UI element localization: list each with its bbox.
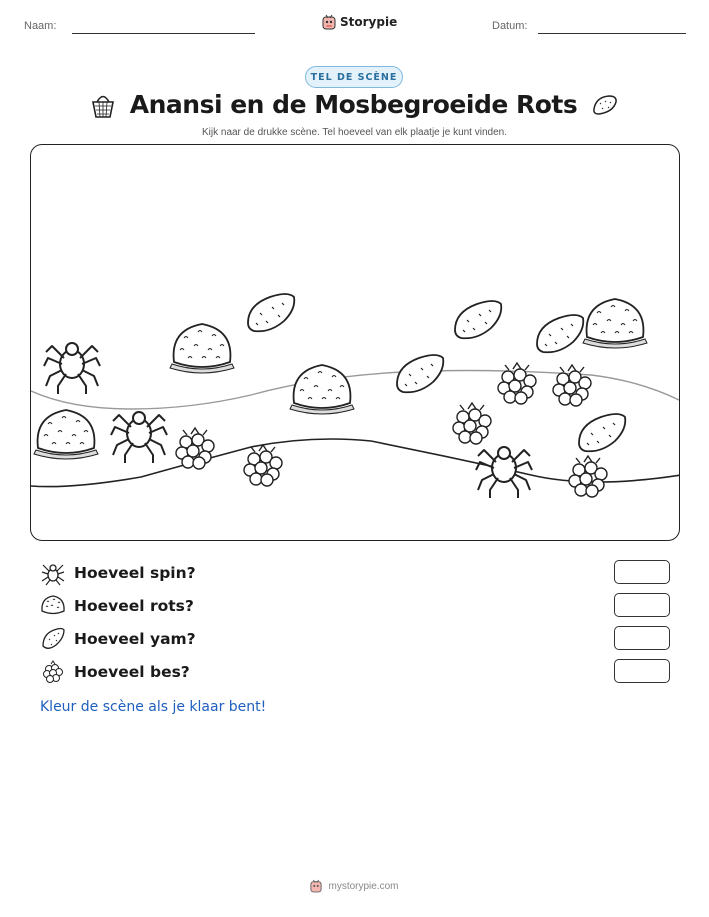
mossy-rock	[170, 324, 234, 373]
berry	[553, 365, 591, 406]
berry	[453, 403, 491, 444]
spider	[476, 447, 532, 498]
yam	[579, 414, 625, 451]
berry-icon	[40, 659, 66, 685]
yam	[397, 355, 443, 392]
question-label: Hoeveel yam?	[74, 630, 196, 648]
answer-box-yam[interactable]	[614, 626, 670, 650]
answer-box-berry[interactable]	[614, 659, 670, 683]
berry	[498, 363, 536, 404]
activity-badge: TEL DE SCÈNE	[305, 66, 403, 88]
footer-url: mystorypie.com	[328, 880, 399, 892]
storypie-mascot-icon	[310, 879, 322, 893]
spider	[44, 343, 100, 394]
question-berry	[40, 659, 670, 685]
instructions: Kijk naar de drukke scène. Tel hoeveel van elk plaatje je kunt vinden.	[201, 127, 507, 138]
berry	[244, 445, 282, 486]
question-rock	[40, 593, 670, 619]
yam-title-icon	[591, 93, 619, 117]
question-label: Hoeveel bes?	[74, 663, 190, 681]
yam-icon	[40, 626, 66, 652]
rock-icon	[40, 593, 66, 619]
name-label: Naam:	[24, 20, 57, 32]
spider	[111, 412, 167, 463]
brand-logo	[322, 14, 397, 30]
date-label: Datum:	[492, 20, 528, 32]
brand-name: Storypie	[340, 15, 398, 29]
page-title: Anansi en de Mosbegroeide Rots	[129, 90, 578, 119]
title-row	[0, 90, 709, 119]
spider-icon	[40, 560, 66, 586]
question-label: Hoeveel spin?	[74, 564, 196, 582]
storypie-mascot-icon	[322, 14, 336, 30]
mossy-rock	[290, 365, 354, 414]
berry	[176, 428, 214, 469]
coloring-note: Kleur de scène als je klaar bent!	[40, 699, 267, 715]
basket-icon	[90, 91, 116, 119]
mossy-rock	[583, 299, 647, 348]
answer-box-spider[interactable]	[614, 560, 670, 584]
berry	[569, 456, 607, 497]
yam	[455, 301, 501, 338]
answer-box-rock[interactable]	[614, 593, 670, 617]
mossy-rock	[34, 410, 98, 459]
question-spider	[40, 560, 670, 586]
counting-scene	[30, 144, 680, 541]
date-field-line[interactable]	[538, 33, 686, 34]
name-field-line[interactable]	[72, 33, 255, 34]
question-label: Hoeveel rots?	[74, 597, 194, 615]
footer	[0, 879, 709, 893]
yam	[248, 294, 294, 331]
question-yam	[40, 626, 670, 652]
yam	[537, 315, 583, 352]
